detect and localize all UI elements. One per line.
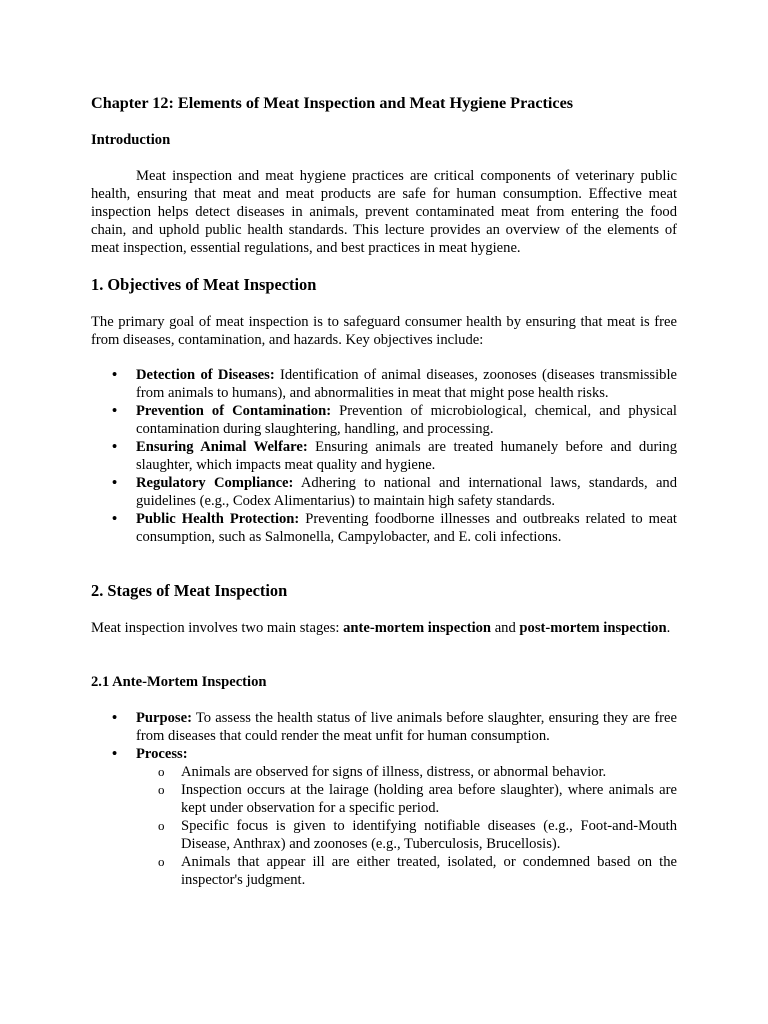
list-item-text: Identification of animal diseases, zoonoses (diseases transmissible from animals to humans), and abnormalities in meat that might pose health risks. xyxy=(136,367,677,401)
list-item xyxy=(91,745,677,889)
bullet-icon: • xyxy=(112,710,118,726)
sublist-item: o Specific focus is given to identifying notifiable diseases (e.g., Foot-and-Mouth Disease, Anthrax) and zoonoses (e.g., Tuberculosis, Brucellosis). xyxy=(158,818,677,852)
list-item-term: Detection of Diseases: xyxy=(136,367,275,383)
subsection-2-1-heading: 2.1 Ante-Mortem Inspection xyxy=(91,674,267,690)
term-post-mortem: post-mortem inspection xyxy=(519,620,667,636)
sublist-item: o Animals that appear ill are either treated, isolated, or condemned based on the inspector's judgment. xyxy=(158,854,677,888)
process-sublist xyxy=(136,763,677,889)
bullet-icon: • xyxy=(112,746,118,762)
section-1-paragraph: The primary goal of meat inspection is to safeguard consumer health by ensuring that meat is free from diseases, contamination, and hazards. Key objectives include: xyxy=(91,314,677,348)
bullet-icon: • xyxy=(112,367,118,383)
introduction-paragraph: Meat inspection and meat hygiene practices are critical components of veterinary public health, ensuring that meat and meat products are safe for human consumption. Effective meat inspection helps detect diseases in animals, prevent contaminated meat from entering the food chain, and uphold public health standards. This lecture provides an overview of the elements of meat inspection, essential regulations, and best practices in meat hygiene. xyxy=(91,168,677,256)
section-2-paragraph: Meat inspection involves two main stages: ante-mortem inspection and post-mortem inspection. xyxy=(91,620,671,636)
list-item-text: Preventing foodborne illnesses and outbreaks related to meat consumption, such as Salmonella, Campylobacter, and E. coli infections. xyxy=(136,511,677,545)
section-2-heading: 2. Stages of Meat Inspection xyxy=(91,581,288,600)
section-1-heading: 1. Objectives of Meat Inspection xyxy=(91,275,317,294)
list-item-text: Prevention of microbiological, chemical, and physical contamination during slaughtering, handling, and processing. xyxy=(136,403,677,437)
bullet-icon: • xyxy=(112,511,118,527)
list-item xyxy=(91,402,677,438)
introduction-heading: Introduction xyxy=(91,132,171,148)
list-item xyxy=(91,366,677,402)
term-ante-mortem: ante-mortem inspection xyxy=(343,620,492,636)
chapter-title: Chapter 12: Elements of Meat Inspection and Meat Hygiene Practices xyxy=(91,94,574,112)
list-item xyxy=(91,709,677,745)
bullet-icon: • xyxy=(112,475,118,491)
list-item xyxy=(91,510,677,546)
list-item-term: Prevention of Contamination: xyxy=(136,403,332,419)
ante-mortem-list xyxy=(91,709,677,889)
bullet-icon: • xyxy=(112,403,118,419)
sublist-item: o Animals are observed for signs of illness, distress, or abnormal behavior. xyxy=(158,764,607,780)
list-item-term: Process: xyxy=(136,746,188,762)
list-item xyxy=(91,474,677,510)
list-item-text: Adhering to national and international laws, standards, and guidelines (e.g., Codex Alimentarius) to maintain high safety standards. xyxy=(136,475,678,509)
sublist-item: o Inspection occurs at the lairage (holding area before slaughter), where animals are kept under observation for a specific period. xyxy=(158,782,677,816)
list-item-term: Regulatory Compliance: xyxy=(136,475,294,491)
circle-bullet-icon: o xyxy=(158,818,165,833)
list-item-text: To assess the health status of live animals before slaughter, ensuring they are free from diseases that could render the meat unfit for human consumption. xyxy=(136,710,677,744)
circle-bullet-icon: o xyxy=(158,782,165,797)
list-item-term: Ensuring Animal Welfare: xyxy=(136,439,308,455)
objectives-list xyxy=(91,366,677,546)
list-item-term: Public Health Protection: xyxy=(136,511,300,527)
circle-bullet-icon: o xyxy=(158,854,165,869)
list-item-term: Purpose: xyxy=(136,710,192,726)
bullet-icon: • xyxy=(112,439,118,455)
list-item xyxy=(91,438,677,474)
circle-bullet-icon: o xyxy=(158,764,165,779)
list-item-text: Ensuring animals are treated humanely before and during slaughter, which impacts meat quality and hygiene. xyxy=(136,439,677,473)
